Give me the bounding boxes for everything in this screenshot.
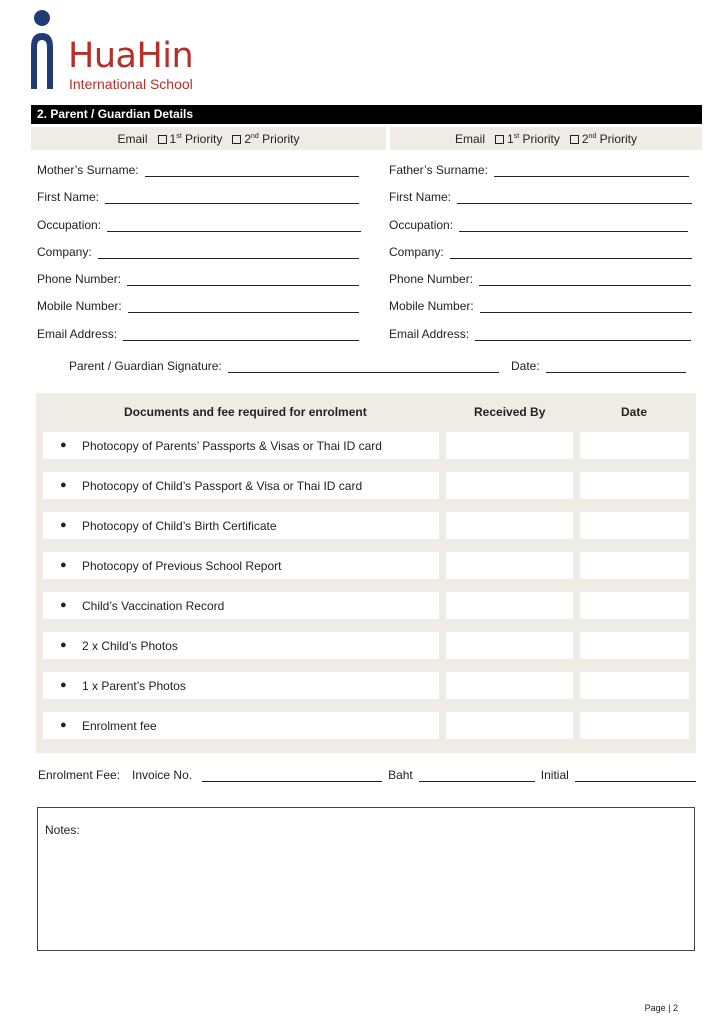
table-row xyxy=(43,632,689,659)
received-by-cell[interactable] xyxy=(446,552,573,579)
table-row xyxy=(43,712,689,739)
date-header: Date xyxy=(621,405,648,419)
checkbox-icon[interactable] xyxy=(232,135,241,144)
mother-mobile-field[interactable]: Mobile Number: xyxy=(37,297,359,313)
invoice-input[interactable] xyxy=(202,770,382,782)
mother-occupation-field[interactable]: Occupation: xyxy=(37,216,361,232)
mother-first-name-field[interactable]: First Name: xyxy=(37,188,359,204)
first-priority-option[interactable]: 1st Priority xyxy=(158,132,223,146)
father-company-field[interactable]: Company: xyxy=(389,243,692,259)
table-row xyxy=(43,552,689,579)
document-item: 2 x Child’s Photos xyxy=(82,639,178,653)
baht-label: Baht xyxy=(388,768,413,782)
notes-label: Notes: xyxy=(45,823,80,837)
document-item: Child’s Vaccination Record xyxy=(82,599,225,613)
received-by-cell[interactable] xyxy=(446,632,573,659)
table-row xyxy=(43,472,689,499)
received-by-cell[interactable] xyxy=(446,712,573,739)
father-email-priority xyxy=(390,127,702,150)
father-first-name-field[interactable]: First Name: xyxy=(389,188,692,204)
document-item: Enrolment fee xyxy=(82,719,157,733)
bullet-icon: ● xyxy=(60,639,67,651)
mother-email-priority xyxy=(31,127,386,150)
date-cell[interactable] xyxy=(580,632,689,659)
bullet-icon: ● xyxy=(60,719,67,731)
enrolment-fee-row xyxy=(38,766,696,782)
received-by-cell[interactable] xyxy=(446,472,573,499)
father-occupation-field[interactable]: Occupation: xyxy=(389,216,688,232)
date-cell[interactable] xyxy=(580,592,689,619)
received-by-cell[interactable] xyxy=(446,512,573,539)
document-item: 1 x Parent’s Photos xyxy=(82,679,186,693)
date-cell[interactable] xyxy=(580,552,689,579)
mother-phone-field[interactable]: Phone Number: xyxy=(37,270,359,286)
table-row xyxy=(43,592,689,619)
father-phone-field[interactable]: Phone Number: xyxy=(389,270,691,286)
initial-label: Initial xyxy=(540,768,569,782)
father-surname-field[interactable]: Father’s Surname: xyxy=(389,161,689,177)
page-number: Page | 2 xyxy=(644,1003,678,1013)
baht-input[interactable] xyxy=(419,770,535,782)
table-row xyxy=(43,512,689,539)
first-priority-option[interactable]: 1st Priority xyxy=(495,132,560,146)
notes-box[interactable] xyxy=(37,807,695,951)
date-cell[interactable] xyxy=(580,432,689,459)
received-by-cell[interactable] xyxy=(446,672,573,699)
documents-header: Documents and fee required for enrolment xyxy=(124,405,367,419)
email-label: Email xyxy=(454,131,485,146)
initial-input[interactable] xyxy=(575,770,696,782)
school-logo xyxy=(28,9,208,93)
received-by-header: Received By xyxy=(474,405,546,419)
bullet-icon: ● xyxy=(60,519,67,531)
invoice-label: Invoice No. xyxy=(132,768,193,782)
document-item: Photocopy of Parents’ Passports & Visas or Thai ID card xyxy=(82,439,382,453)
document-item: Photocopy of Child’s Passport & Visa or Thai ID card xyxy=(82,479,363,493)
mother-surname-field[interactable]: Mother’s Surname: xyxy=(37,161,359,177)
second-priority-option[interactable]: 2nd Priority xyxy=(570,132,637,146)
person-logo-icon xyxy=(28,9,58,91)
documents-table xyxy=(36,393,696,753)
date-cell[interactable] xyxy=(580,472,689,499)
bullet-icon: ● xyxy=(60,479,67,491)
bullet-icon: ● xyxy=(60,439,67,451)
section-title: 2. Parent / Guardian Details xyxy=(31,105,702,124)
bullet-icon: ● xyxy=(60,599,67,611)
date-cell[interactable] xyxy=(580,712,689,739)
document-item: Photocopy of Previous School Report xyxy=(82,559,282,573)
received-by-cell[interactable] xyxy=(446,432,573,459)
table-row xyxy=(43,672,689,699)
bullet-icon: ● xyxy=(60,559,67,571)
document-item: Photocopy of Child’s Birth Certificate xyxy=(82,519,277,533)
mother-email-field[interactable]: Email Address: xyxy=(37,325,359,341)
signature-field[interactable]: Parent / Guardian Signature: xyxy=(69,357,499,373)
signature-date-field[interactable]: Date: xyxy=(511,357,686,373)
checkbox-icon[interactable] xyxy=(158,135,167,144)
logo-name: HuaHin xyxy=(68,36,194,76)
father-email-field[interactable]: Email Address: xyxy=(389,325,691,341)
logo-subtitle: International School xyxy=(69,76,193,92)
email-label: Email xyxy=(117,131,148,146)
date-cell[interactable] xyxy=(580,512,689,539)
date-cell[interactable] xyxy=(580,672,689,699)
checkbox-icon[interactable] xyxy=(570,135,579,144)
mother-company-field[interactable]: Company: xyxy=(37,243,359,259)
fee-label: Enrolment Fee: xyxy=(38,768,121,782)
bullet-icon: ● xyxy=(60,679,67,691)
second-priority-option[interactable]: 2nd Priority xyxy=(232,132,299,146)
table-row xyxy=(43,432,689,459)
checkbox-icon[interactable] xyxy=(495,135,504,144)
father-mobile-field[interactable]: Mobile Number: xyxy=(389,297,692,313)
received-by-cell[interactable] xyxy=(446,592,573,619)
